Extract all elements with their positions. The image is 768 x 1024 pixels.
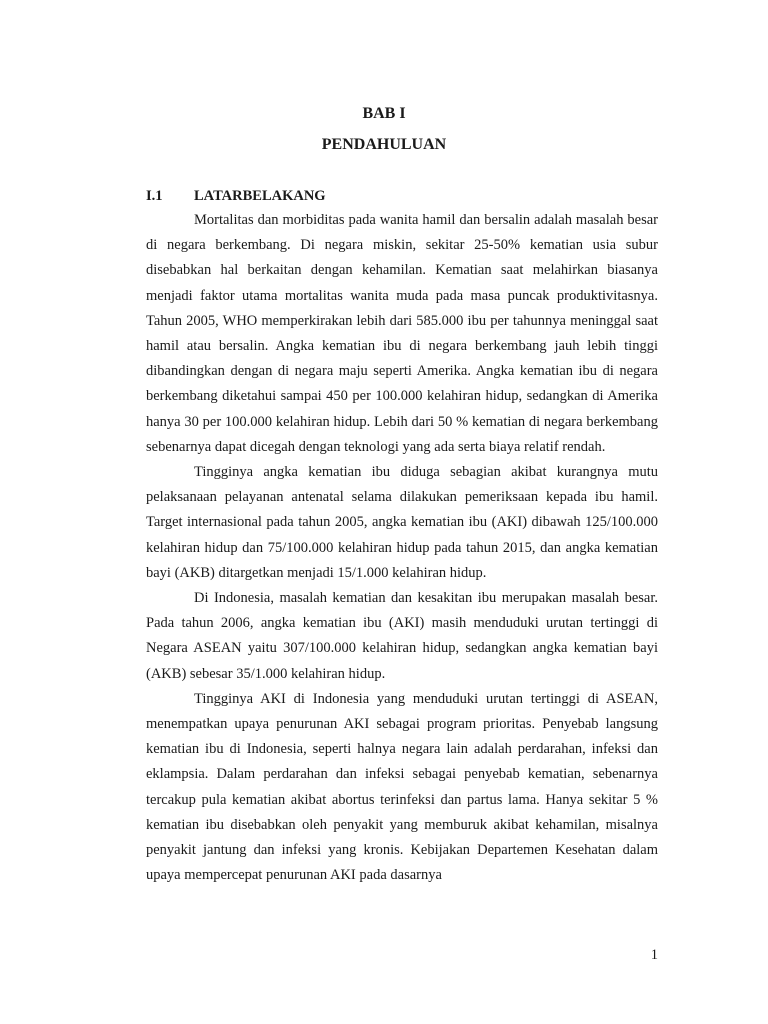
section-heading: [146, 186, 658, 206]
paragraph-4: Tingginya AKI di Indonesia yang menduduki urutan tertinggi di ASEAN, menempatkan upaya penurunan AKI sebagai program prioritas. Penyebab langsung kematian ibu di Indonesia, seperti halnya negara lain adalah perdarahan, infeksi dan eklampsia. Dalam perdarahan dan infeksi sebagai penyebab kematian, sebenarnya tercakup pula kematian akibat abortus terinfeksi dan partus lama. Hanya sekitar 5 % kematian ibu disebabkan oleh penyakit yang memburuk akibat kehamilan, misalnya penyakit jantung dan infeksi yang kronis. Kebijakan Departemen Kesehatan dalam upaya mempercepat penurunan AKI pada dasarnya: [146, 690, 658, 884]
paragraph-3: Di Indonesia, masalah kematian dan kesakitan ibu merupakan masalah besar. Pada tahun 2006, angka kematian ibu (AKI) masih menduduki urutan tertinggi di Negara ASEAN yaitu 307/100.000 kelahiran hidup, sedangkan angka kematian bayi (AKB) sebesar 35/1.000 kelahiran hidup.: [146, 590, 658, 682]
body-text: [146, 208, 658, 888]
section-number: I.1: [146, 188, 163, 204]
chapter-number: BAB I: [362, 105, 406, 122]
chapter-title: PENDAHULUAN: [321, 136, 447, 153]
section-title: LATARBELAKANG: [194, 188, 326, 204]
page-number: 1: [650, 947, 658, 963]
paragraph-2: Tingginya angka kematian ibu diduga sebagian akibat kurangnya mutu pelaksanaan pelayanan antenatal selama dilakukan pemeriksaan kepada ibu hamil. Target internasional pada tahun 2005, angka kematian ibu (AKI) dibawah 125/100.000 kelahiran hidup dan 75/100.000 kelahiran hidup pada tahun 2015, dan angka kematian bayi (AKB) ditargetkan menjadi 15/1.000 kelahiran hidup.: [146, 464, 658, 581]
paragraph-1: Mortalitas dan morbiditas pada wanita hamil dan bersalin adalah masalah besar di negara berkembang. Di negara miskin, sekitar 25-50% kematian usia subur disebabkan hal berkaitan dengan kehamilan. Kematian saat melahirkan biasanya menjadi faktor utama mortalitas wanita muda pada masa puncak produktivitasnya. Tahun 2005, WHO memperkirakan lebih dari 585.000 ibu per tahunnya meninggal saat hamil atau bersalin. Angka kematian ibu di negara berkembang jauh lebih tinggi dibandingkan dengan di negara maju seperti Amerika. Angka kematian ibu di negara berkembang diketahui sampai 450 per 100.000 kelahiran hidup, sedangkan di Amerika hanya 30 per 100.000 kelahiran hidup. Lebih dari 50 % kematian di negara berkembang sebenarnya dapat dicegah dengan teknologi yang ada serta biaya relatif rendah.: [146, 212, 658, 455]
